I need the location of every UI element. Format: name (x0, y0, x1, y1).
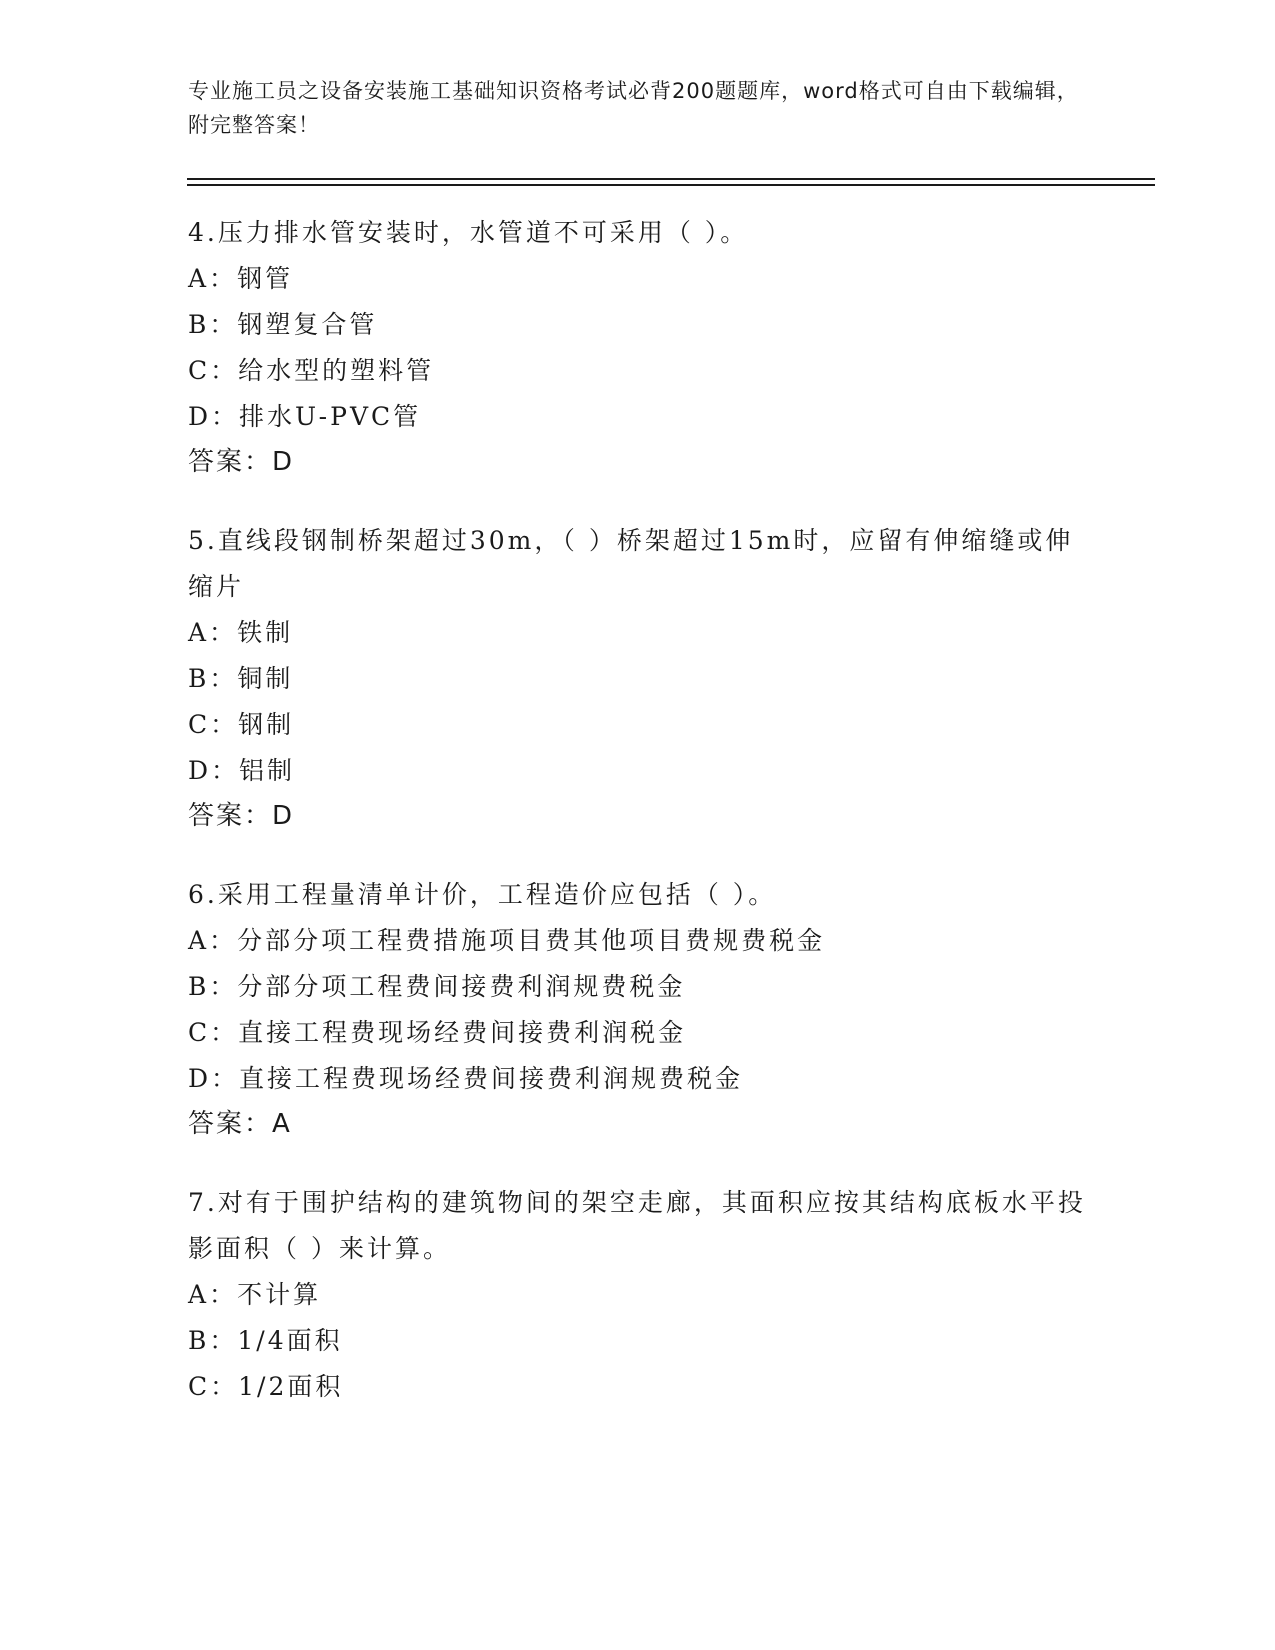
question-text: 7.对有于围护结构的建筑物间的架空走廊，其面积应按其结构底板水平投影面积（ ）来计算。 (188, 1188, 1086, 1263)
option-letter: A： (188, 264, 238, 293)
option-c (188, 1010, 1088, 1056)
option-text: 钢管 (237, 264, 294, 293)
option-letter: D： (188, 1064, 240, 1093)
option-a (188, 1272, 1088, 1318)
option-text: 铝制 (239, 756, 296, 785)
answer-line: 答案：D (188, 801, 295, 831)
option-text: 直接工程费现场经费间接费利润税金 (238, 1018, 687, 1047)
question-6 (188, 872, 1088, 1146)
option-a (188, 918, 1088, 964)
option-text: 1/2面积 (238, 1372, 344, 1401)
option-text: 给水型的塑料管 (238, 356, 435, 385)
option-b (188, 302, 1088, 348)
option-a (188, 610, 1088, 656)
option-a (188, 256, 1088, 302)
option-text: 1/4面积 (237, 1326, 343, 1355)
option-letter: C： (188, 1018, 239, 1047)
answer-line: 答案：D (188, 447, 295, 477)
option-text: 钢制 (238, 710, 295, 739)
option-letter: B： (188, 310, 238, 339)
option-letter: A： (188, 1280, 238, 1309)
option-b (188, 656, 1088, 702)
option-text: 分部分项工程费间接费利润规费税金 (237, 972, 686, 1001)
option-b (188, 964, 1088, 1010)
document-title: 专业施工员之设备安装施工基础知识资格考试必背200题题库，word格式可自由下载编辑，附完整答案！ (188, 79, 1079, 137)
header-divider-top (187, 178, 1155, 180)
question-text: 6.采用工程量清单计价，工程造价应包括（ ）。 (188, 880, 777, 909)
question-text: 4.压力排水管安装时，水管道不可采用（ ）。 (188, 218, 749, 247)
option-letter: B： (188, 972, 238, 1001)
option-text: 分部分项工程费措施项目费其他项目费规费税金 (237, 926, 826, 955)
question-7 (188, 1180, 1088, 1410)
option-letter: C： (188, 1372, 239, 1401)
document-header (188, 74, 1088, 142)
option-text: 铁制 (237, 618, 294, 647)
option-c (188, 702, 1088, 748)
question-5 (188, 518, 1088, 838)
option-c (188, 348, 1088, 394)
option-letter: C： (188, 710, 239, 739)
question-list (188, 210, 1088, 1444)
option-letter: B： (188, 1326, 238, 1355)
header-divider-bottom (187, 184, 1155, 186)
option-text: 铜制 (237, 664, 294, 693)
option-text: 直接工程费现场经费间接费利润规费税金 (239, 1064, 744, 1093)
option-letter: D： (188, 756, 240, 785)
question-text: 5.直线段钢制桥架超过30m，（ ）桥架超过15m时，应留有伸缩缝或伸缩片 (188, 526, 1074, 601)
option-letter: B： (188, 664, 238, 693)
option-text: 排水U-PVC管 (239, 402, 422, 431)
option-c (188, 1364, 1088, 1410)
option-d (188, 394, 1088, 440)
option-d (188, 748, 1088, 794)
option-text: 钢塑复合管 (237, 310, 378, 339)
option-letter: C： (188, 356, 239, 385)
option-letter: A： (188, 926, 238, 955)
option-letter: A： (188, 618, 238, 647)
option-letter: D： (188, 402, 240, 431)
answer-line: 答案：A (188, 1109, 292, 1139)
option-d (188, 1056, 1088, 1102)
question-4 (188, 210, 1088, 484)
option-b (188, 1318, 1088, 1364)
option-text: 不计算 (237, 1280, 322, 1309)
